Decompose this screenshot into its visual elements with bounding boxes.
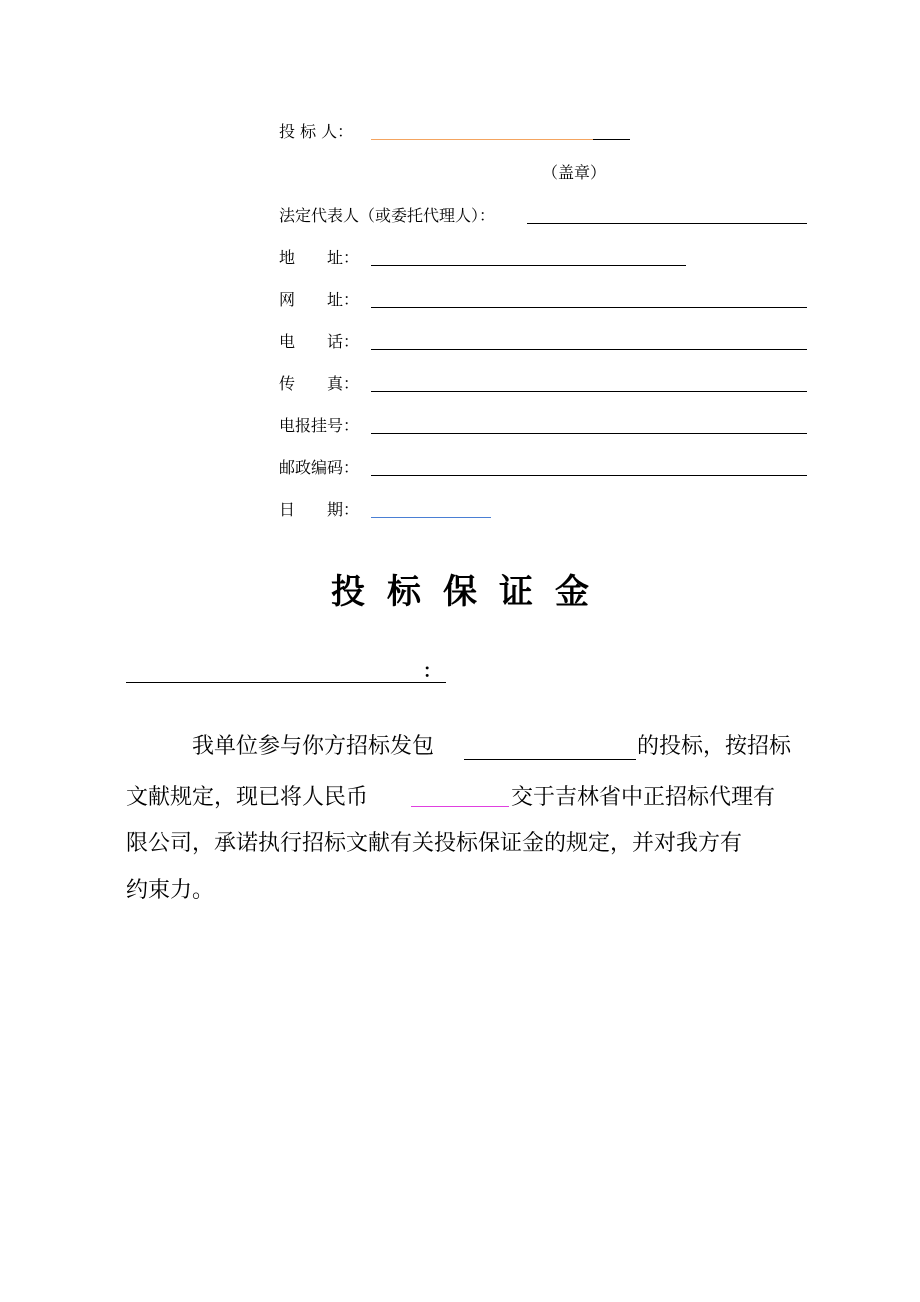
legal-rep-line[interactable] — [527, 223, 807, 224]
postcode-line[interactable] — [371, 475, 807, 476]
phone-label: 电 话： — [279, 332, 360, 351]
telegraph-line[interactable] — [371, 433, 807, 434]
bidder-line-tail[interactable] — [593, 139, 630, 140]
body-line4: 约束力。 — [126, 878, 215, 903]
telegraph-label: 电报挂号： — [279, 416, 360, 435]
phone-line[interactable] — [371, 349, 807, 350]
bidder-line-colored[interactable] — [371, 139, 593, 140]
seal-note: （盖章） — [542, 163, 607, 182]
fax-line[interactable] — [371, 391, 807, 392]
body-line2-a: 文献规定，现已将人民币 — [126, 785, 369, 810]
body-line3: 限公司，承诺执行招标文献有关投标保证金的规定，并对我方有 — [126, 831, 743, 856]
addressee-colon: ： — [423, 661, 441, 682]
legal-rep-label: 法定代表人（或委托代理人）： — [279, 206, 496, 225]
date-line[interactable] — [371, 517, 491, 518]
body-line1-a: 我单位参与你方招标发包 — [192, 734, 435, 759]
website-line[interactable] — [371, 307, 807, 308]
document-title: 投标保证金 — [331, 572, 611, 612]
website-label: 网 址： — [279, 290, 360, 309]
addressee-line[interactable] — [126, 682, 446, 683]
project-name-line[interactable] — [464, 759, 636, 760]
bidder-label: 投 标 人： — [279, 122, 354, 141]
amount-line[interactable] — [411, 806, 509, 807]
postcode-label: 邮政编码： — [279, 458, 360, 477]
address-line[interactable] — [371, 265, 686, 266]
body-line1-b: 的投标，按招标 — [637, 734, 792, 759]
fax-label: 传 真： — [279, 374, 360, 393]
date-label: 日 期： — [279, 500, 360, 519]
address-label: 地 址： — [279, 248, 360, 267]
body-line2-b: 交于吉林省中正招标代理有 — [511, 785, 776, 810]
